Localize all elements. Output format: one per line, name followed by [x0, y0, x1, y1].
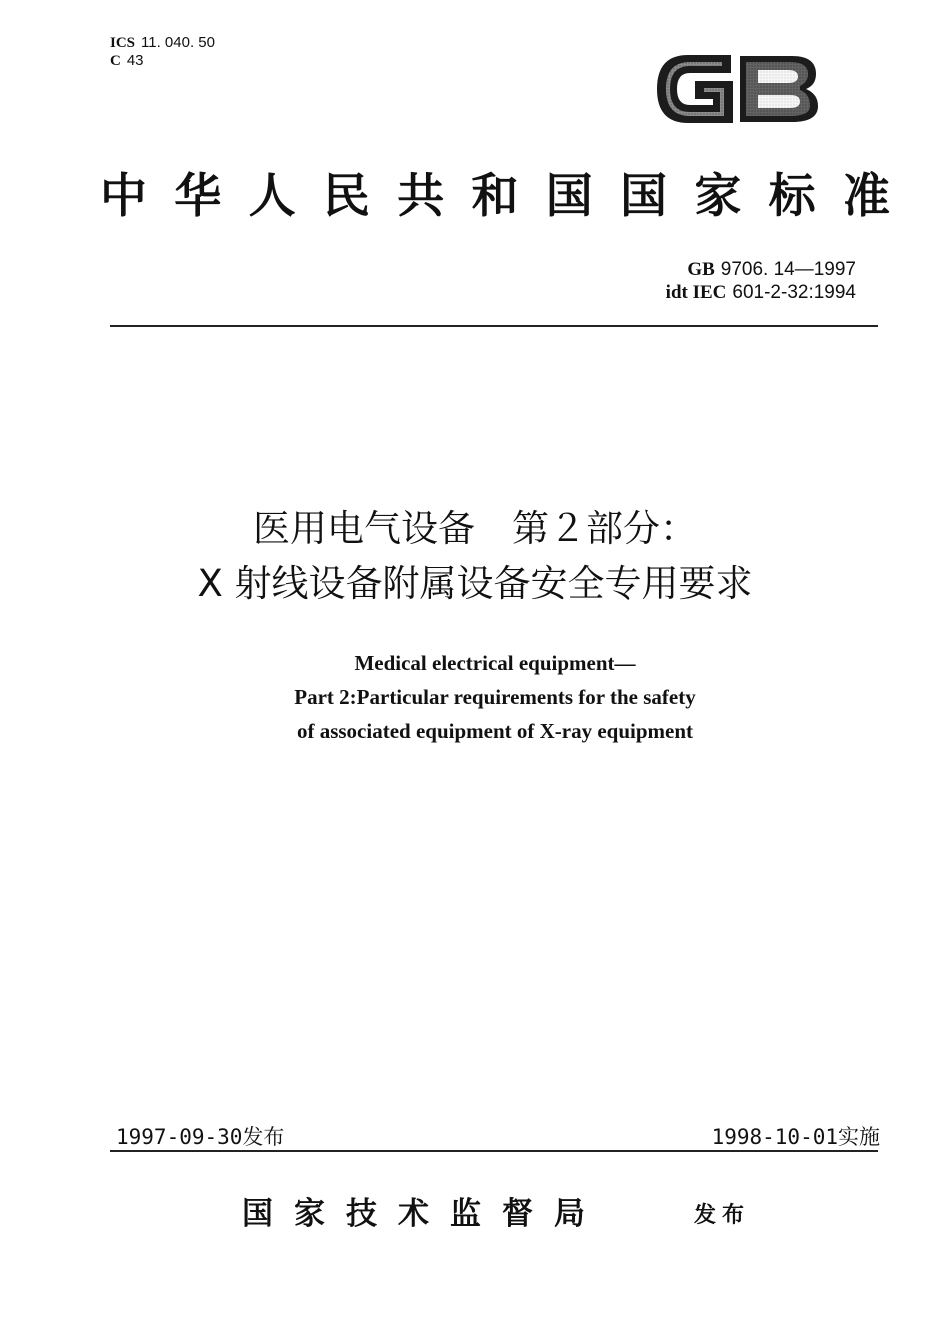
- header-divider: [110, 325, 878, 327]
- issue-action: 发布: [694, 1203, 751, 1228]
- issue-date: 1997-09-30发布: [116, 1125, 285, 1149]
- footer-divider: [110, 1150, 878, 1152]
- english-title-line-2: Part 2:Particular requirements for the safety: [294, 685, 696, 709]
- classification-codes: [110, 34, 215, 70]
- title-char: 华: [174, 169, 222, 224]
- ccs-label: C: [110, 53, 121, 69]
- title-char: 国: [545, 169, 593, 224]
- ccs-code: [110, 52, 215, 70]
- idt-prefix: idt IEC: [665, 282, 727, 303]
- date-row: [116, 1124, 880, 1150]
- title-char: 中: [100, 169, 147, 224]
- ics-code: [110, 34, 215, 52]
- effective-date: 1998-10-01实施: [711, 1125, 880, 1149]
- title-char: 人: [248, 169, 296, 224]
- gb-prefix: GB: [687, 259, 715, 280]
- gb-logo: [652, 44, 822, 134]
- chinese-title-line-1: 医用电气设备 第２部分：: [253, 507, 697, 550]
- title-char: 家: [694, 169, 742, 224]
- title-char: 民: [322, 169, 370, 224]
- english-title-line-1: Medical electrical equipment—: [354, 651, 636, 675]
- english-title: [0, 646, 950, 748]
- gb-number: 9706. 14—1997: [720, 259, 856, 280]
- english-title-line-3: of associated equipment of X-ray equipment: [296, 719, 694, 743]
- gb-number-line: [666, 258, 856, 281]
- national-standard-title: [100, 168, 890, 226]
- title-char: 和: [471, 169, 519, 224]
- idt-number: 601-2-32:1994: [732, 282, 856, 303]
- title-char: 准: [842, 169, 890, 224]
- standard-number-block: [666, 258, 856, 304]
- ics-value: 11. 040. 50: [141, 34, 215, 51]
- title-char: 标: [768, 169, 816, 224]
- title-char: 国: [620, 169, 668, 224]
- chinese-title-line-2: X 射线设备附属设备安全专用要求: [197, 562, 753, 605]
- title-char: 共: [397, 169, 445, 224]
- issuing-authority: 国家技术监督局: [242, 1196, 606, 1232]
- ics-label: ICS: [110, 35, 136, 51]
- ccs-value: 43: [126, 52, 144, 69]
- idt-number-line: [666, 281, 856, 304]
